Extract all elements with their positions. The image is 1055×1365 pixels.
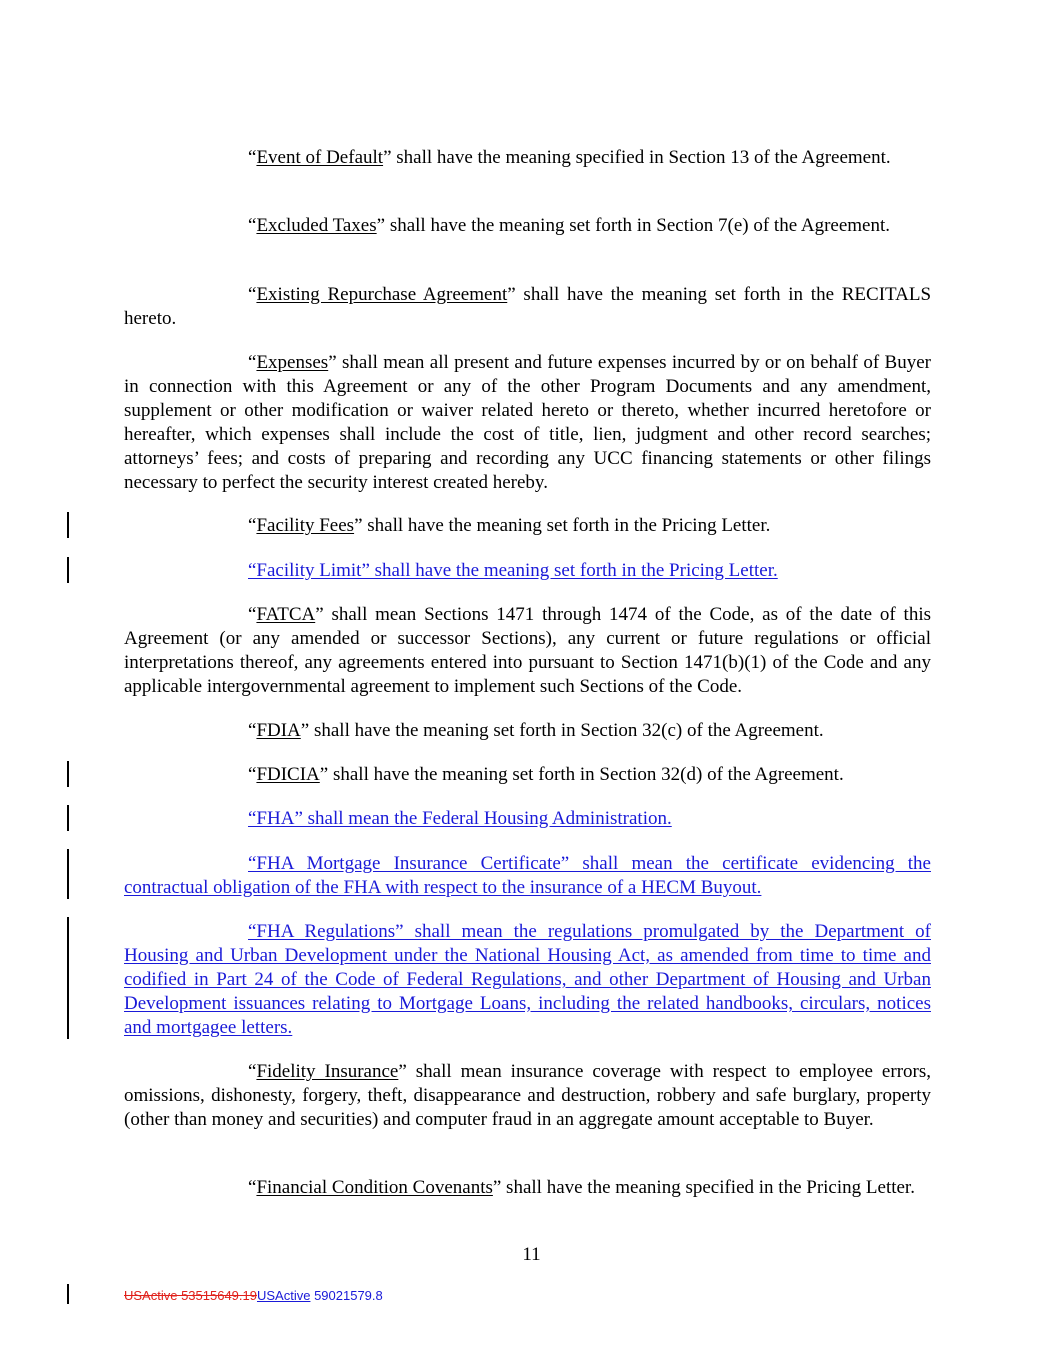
defined-term: FDIA	[256, 720, 301, 741]
inserted-text: “FHA Mortgage Insurance Certificate” shall mean the certificate evidencing the contractual obligation of the FHA with respect to the insurance of a HECM Buyout.	[124, 853, 931, 898]
footer-deleted-id: USActive 53515649.19	[124, 1288, 257, 1303]
defined-term: FDICIA	[256, 764, 320, 785]
defined-term: Fidelity Insurance	[256, 1061, 399, 1082]
document-footer	[124, 1288, 383, 1304]
change-bar	[67, 805, 69, 831]
change-bar	[67, 849, 69, 899]
definition-facility-fees: “Facility Fees” shall have the meaning set forth in the Pricing Letter.	[248, 515, 771, 536]
change-bar	[67, 557, 69, 583]
footer-inserted-id: 59021579.8	[310, 1288, 383, 1303]
definition-fha-regulations	[124, 920, 931, 1040]
defined-term: Existing Repurchase Agreement	[256, 284, 508, 305]
defined-term: FATCA	[256, 604, 316, 625]
inserted-text: “FHA” shall mean the Federal Housing Administration.	[248, 808, 672, 829]
inserted-text: “FHA Regulations” shall mean the regulations promulgated by the Department of Housing and Urban Development under the National Housing Act, as amended from time to time and codified in Part 24 of the Code of Federal Regulations, and other Department of Housing and Urban Development issuances relating to Mortgage Loans, including the related handbooks, circulars, notices and mortgagee letters.	[124, 921, 931, 1038]
definition-fdicia: “FDICIA” shall have the meaning set forth in Section 32(d) of the Agreement.	[248, 764, 844, 785]
definition-fidelity-insurance: “Fidelity Insurance” shall mean insurance coverage with respect to employee errors, omissions, dishonesty, forgery, theft, disappearance and destruction, robbery and safe burglary, property (other than money and securities) and computer fraud in an aggregate amount acceptable to Buyer.	[124, 1061, 931, 1130]
definition-fdia: “FDIA” shall have the meaning set forth in Section 32(c) of the Agreement.	[248, 720, 824, 741]
definition-existing-repurchase-agreement: “Existing Repurchase Agreement” shall have the meaning set forth in the RECITALS hereto.	[124, 284, 932, 329]
change-bar	[67, 761, 69, 787]
change-bar	[67, 917, 69, 1039]
definition-fha	[124, 807, 931, 831]
defined-term: Financial Condition Covenants	[256, 1177, 493, 1198]
definition-event-of-default: “Event of Default” shall have the meaning specified in Section 13 of the Agreement.	[248, 147, 891, 168]
inserted-text: “Facility Limit” shall have the meaning set forth in the Pricing Letter.	[248, 560, 778, 581]
defined-term: Facility Fees	[256, 515, 355, 536]
definition-expenses: “Expenses” shall mean all present and future expenses incurred by or on behalf of Buyer in connection with this Agreement or any of the other Program Documents and any amendment, supplement or other modification or waiver related hereto or thereto, whether incurred heretofore or hereafter, which expenses shall include the cost of title, lien, judgment and other record searches; attorneys’ fees; and costs of preparing and recording any UCC financing statements or other filings necessary to perfect the security interest created hereby.	[124, 352, 931, 493]
footer-inserted-label: USActive	[256, 1288, 311, 1303]
defined-term: Expenses	[256, 352, 329, 373]
change-bar	[67, 512, 69, 538]
defined-term: Excluded Taxes	[256, 215, 377, 236]
change-bar	[67, 1284, 69, 1304]
definition-fha-mortgage-insurance-certificate	[124, 852, 931, 900]
page-number: 11	[522, 1244, 541, 1265]
defined-term: Event of Default	[256, 147, 384, 168]
definition-fatca: “FATCA” shall mean Sections 1471 through 1474 of the Code, as of the date of this Agreement (or any amended or successor Sections), any current or future regulations or official interpretations thereof, any agreements entered into pursuant to Section 1471(b)(1) of the Code and any applicable intergovernmental agreement to implement such Sections of the Code.	[124, 604, 931, 697]
definition-excluded-taxes: “Excluded Taxes” shall have the meaning set forth in Section 7(e) of the Agreement.	[248, 215, 891, 236]
definition-facility-limit	[124, 559, 931, 583]
definition-financial-condition-covenants: “Financial Condition Covenants” shall have the meaning specified in the Pricing Letter.	[248, 1177, 915, 1198]
